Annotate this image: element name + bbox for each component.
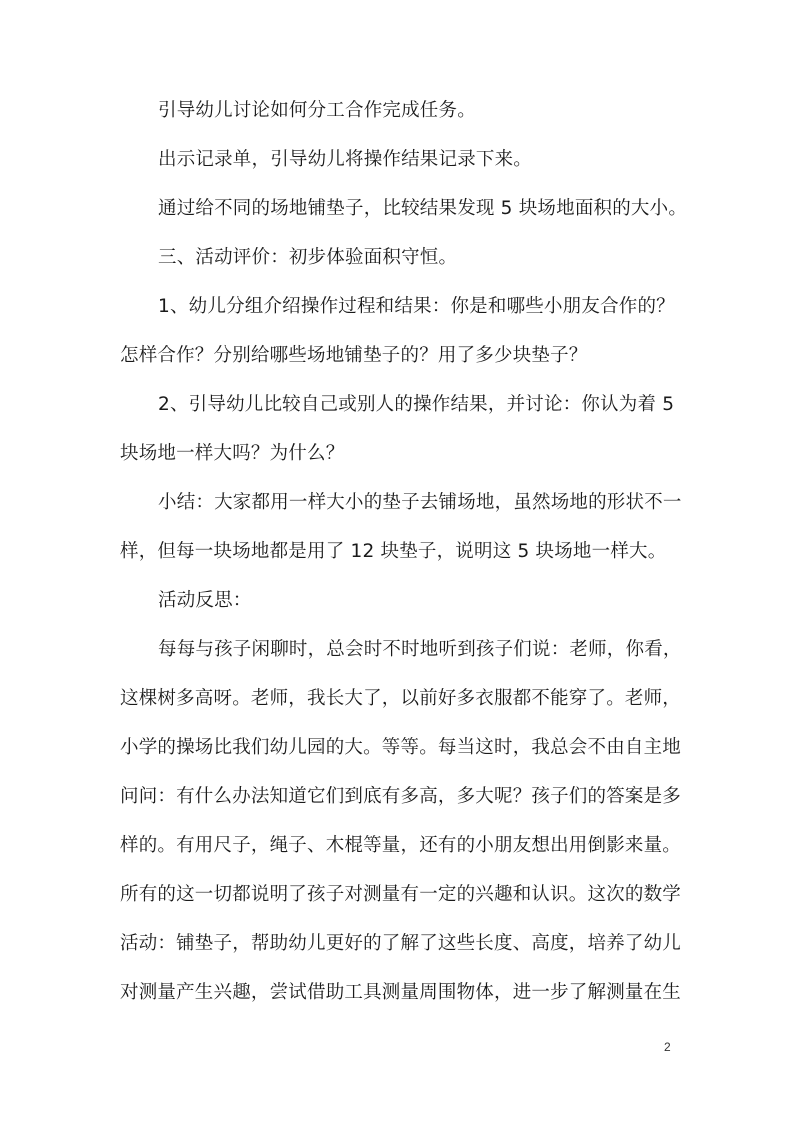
paragraph-line: 怎样合作？分别给哪些场地铺垫子的？用了多少块垫子？ <box>120 345 588 366</box>
paragraph-line: 这棵树多高呀。老师，我长大了，以前好多衣服都不能穿了。老师， <box>120 688 682 709</box>
paragraph-line: 每每与孩子闲聊时，总会时不时地听到孩子们说：老师，你看， <box>158 639 682 660</box>
paragraph-line: 样的。有用尺子，绳子、木棍等量，还有的小朋友想出用倒影来量。 <box>120 835 682 856</box>
paragraph-line: 小学的操场比我们幼儿园的大。等等。每当这时，我总会不由自主地 <box>120 737 682 758</box>
paragraph-line: 样，但每一块场地都是用了 12 块垫子，说明这 5 块场地一样大。 <box>120 541 667 562</box>
paragraph-line: 所有的这一切都说明了孩子对测量有一定的兴趣和认识。这次的数学 <box>120 884 682 905</box>
paragraph-line: 引导幼儿讨论如何分工合作完成任务。 <box>158 100 476 121</box>
paragraph-line: 块场地一样大吗？为什么？ <box>120 443 345 464</box>
paragraph-line: 出示记录单，引导幼儿将操作结果记录下来。 <box>158 149 533 170</box>
paragraph-line: 活动：铺垫子，帮助幼儿更好的了解了这些长度、高度，培养了幼儿 <box>120 933 682 954</box>
paragraph-line: 对测量产生兴趣，尝试借助工具测量周围物体，进一步了解测量在生 <box>120 982 682 1003</box>
paragraph-line: 通过给不同的场地铺垫子，比较结果发现 5 块场地面积的大小。 <box>158 198 688 219</box>
paragraph-line: 1、幼儿分组介绍操作过程和结果：你是和哪些小朋友合作的？ <box>158 296 675 317</box>
paragraph-line: 问问：有什么办法知道它们到底有多高，多大呢？孩子们的答案是多 <box>120 786 682 807</box>
section-heading: 三、活动评价：初步体验面积守恒。 <box>158 247 458 268</box>
paragraph-line: 小结：大家都用一样大小的垫子去铺场地，虽然场地的形状不一 <box>158 492 682 513</box>
page-number: 2 <box>664 1040 671 1054</box>
section-heading: 活动反思： <box>158 590 252 611</box>
paragraph-line: 2、引导幼儿比较自己或别人的操作结果，并讨论：你认为着 5 <box>158 394 675 415</box>
